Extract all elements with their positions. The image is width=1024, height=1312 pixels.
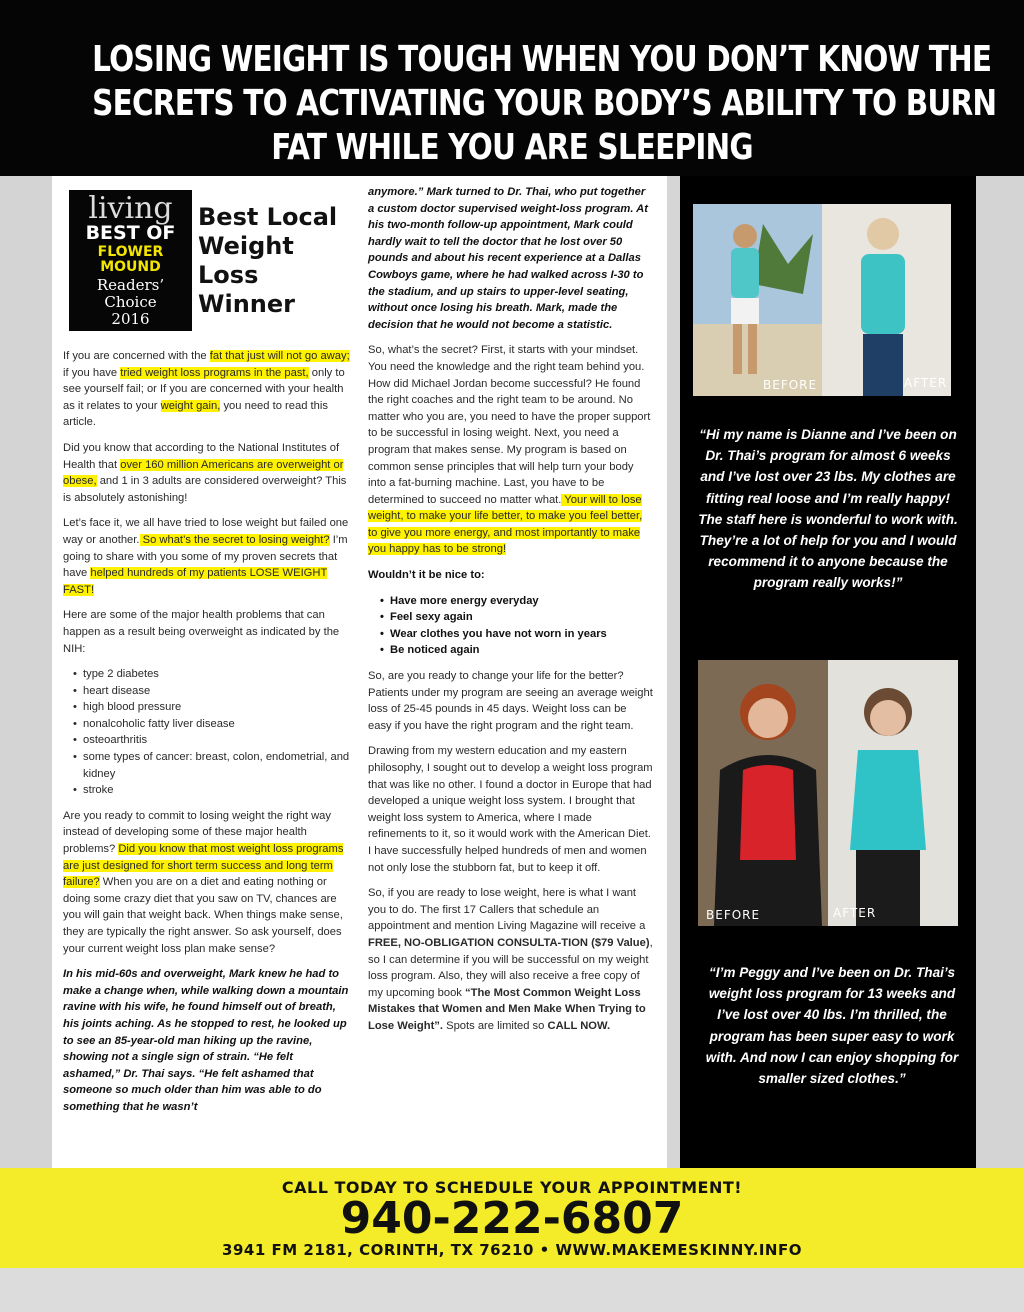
- mark-story-paragraph: In his mid-60s and overweight, Mark knew he had to make a change when, while walking down a mountain ravine with his wife, he found himself out of breath, his joints aching. As he stopped to rest, he looked up to see an 85-year-old man hiking up the ravine, showing not a single sign of strain. “He felt ashamed,” Dr. Thai says. “He felt ashamed that someone so much older than him was able to do something that he wasn’t: [63, 968, 349, 1113]
- phone-number[interactable]: 940-222-6807: [340, 1193, 684, 1244]
- highlight: tried weight loss programs in the past,: [120, 366, 309, 379]
- award-line-4: Winner: [198, 290, 295, 318]
- list-item: • Feel sexy again: [380, 609, 653, 626]
- headline-line-3: FAT WHILE YOU ARE SLEEPING: [271, 127, 753, 168]
- wishes-list: [368, 593, 653, 659]
- list-item: • heart disease: [73, 683, 353, 700]
- list-item: • Be noticed again: [380, 642, 653, 659]
- paragraph: Drawing from my western education and my eastern philosophy, I sought out to develop a weight loss program that was like no other. I found a doctor in Europe that had developed a unique weight loss system. I brought that weight loss system to America, where I made refinements to it, so it would work with the American Diet. I have successfully helped hundreds of men and women not only lose the stubborn fat, but to keep it off.: [368, 745, 653, 874]
- after-label: AFTER: [904, 376, 948, 390]
- before-label: BEFORE: [763, 378, 818, 392]
- paragraph: Let’s face it, we all have tried to lose weight but failed one way or another. So what’s the secret to losing weight? I’m going to share with you some of my proven secrets that have helped hundreds of my patients LOSE WEIGHT FAST!: [63, 517, 349, 596]
- list-item: • high blood pressure: [73, 699, 353, 716]
- list-item: • some types of cancer: breast, colon, endometrial, and kidney: [73, 749, 353, 782]
- award-line-1: Best Local: [198, 203, 338, 231]
- highlight: helped hundreds of my patients LOSE WEIGHT FAST!: [63, 567, 328, 596]
- photo-illustration: [693, 204, 951, 396]
- call-to-action-banner: [0, 1168, 1024, 1268]
- badge-living: living: [88, 191, 173, 226]
- highlight: fat that just will not go away;: [209, 350, 350, 362]
- bottom-margin: [0, 1268, 1024, 1312]
- list-item: • nonalcoholic fatty liver disease: [73, 716, 353, 733]
- paragraph: Did you know that according to the National Institutes of Health that over 160 million Americans are overweight or obese, and 1 in 3 adults are considered overweight? This is absolutely astonishing!: [63, 441, 347, 504]
- page-headline: [0, 0, 1024, 176]
- headline-line-1: LOSING WEIGHT IS TOUGH WHEN YOU DON’T KNOW THE: [92, 39, 992, 80]
- health-problems-list: [63, 666, 353, 799]
- badge-best-of: BEST OF: [85, 222, 176, 244]
- award-line-3: Loss: [198, 261, 259, 289]
- paragraph: So, if you are ready to lose weight, here is what I want you to do. The first 17 Callers that schedule an appointment and mention Living Magazine will receive a FREE, NO-OBLIGATION CONSULTA-TION ($79 Value), so I can determine if you will be successful on my weight loss program. Also, they will also receive a free copy of my upcoming book “The Most Common Weight Loss Mistakes that Women and Men Make When Trying to Lose Weight”. Spots are limited so CALL NOW.: [368, 887, 653, 1032]
- best-of-badge-logo: [69, 190, 192, 331]
- left-margin: [0, 176, 52, 1168]
- article-column-2: [368, 184, 653, 1044]
- badge-readers-choice: Readers’ Choice: [96, 276, 165, 311]
- article-column-1: [63, 348, 353, 1125]
- highlight: Your will to lose weight, to make your life better, to make you feel better, to give you more energy, and most importantly to make you happy has to be strong!: [368, 493, 643, 556]
- highlight: weight gain,: [160, 399, 221, 412]
- after-label: AFTER: [833, 906, 877, 920]
- highlight: So what’s the secret to losing weight?: [139, 533, 330, 546]
- right-margin: [976, 176, 1024, 1168]
- highlight: Did you know that most weight loss programs are just designed for short term success and long term failure?: [63, 843, 344, 889]
- paragraph: Are you ready to commit to losing weight the right way instead of developing some of these major health problems? Did you know that most weight loss programs are just designed for short term success and long term failure? When you are on a diet and eating nothing or doing some crazy diet that you saw on TV, chances are you will gain that weight back. When things make sense, they are typically the right answer. So ask yourself, does your current weight loss plan make sense?: [63, 809, 344, 955]
- badge-flower: FLOWER: [97, 244, 164, 260]
- headline-line-2: SECRETS TO ACTIVATING YOUR BODY’S ABILITY TO BURN: [92, 83, 997, 124]
- list-item: • osteoarthritis: [73, 732, 353, 749]
- mark-story-continued: anymore.” Mark turned to Dr. Thai, who put together a custom doctor supervised weight-loss program. At his two-month follow-up appointment, Mark could hardly wait to tell the doctor that he lost over 50 pounds and about his recent experience at a Dallas Cowboys game, where he had walked across I-30 to the stadium, and up stairs to upper-level seating, without once losing his breath. Mark, made the decision that he would not become a statistic.: [368, 186, 648, 331]
- cta-text: CALL TODAY TO SCHEDULE YOUR APPOINTMENT!: [281, 1178, 743, 1197]
- before-label: BEFORE: [706, 908, 761, 922]
- nice-heading: Wouldn’t it be nice to:: [368, 569, 485, 582]
- paragraph: Here are some of the major health problems that can happen as a result being overweight as indicated by the NIH:: [63, 609, 340, 655]
- address-and-website: 3941 FM 2181, CORINTH, TX 76210 • WWW.MAKEMESKINNY.INFO: [222, 1241, 802, 1259]
- before-after-photo-peggy: [698, 660, 958, 926]
- list-item: • stroke: [73, 782, 353, 799]
- testimonial-dianne: “Hi my name is Dianne and I’ve been on Dr. Thai’s program for almost 6 weeks and I’ve lost over 23 lbs. My clothes are fitting real loose and I’m really happy! The staff here is wonderful to work with. They’re a lot of help for you and I would recommend it to anyone because the program really works!”: [698, 427, 958, 591]
- list-item: • Have more energy everyday: [380, 593, 653, 610]
- testimonial-peggy: “I’m Peggy and I’ve been on Dr. Thai’s weight loss program for 13 weeks and I’ve lost over 40 lbs. I’m thrilled, the program has been super easy to work with. And now I can enjoy shopping for smaller sized clothes.”: [705, 965, 959, 1087]
- paragraph: If you are concerned with the fat that just will not go away; if you have tried weight loss programs in the past, only to see yourself fail; or If you are concerned with your health as it relates to your weight gain, you need to read this article.: [63, 350, 350, 429]
- photo-illustration: [698, 660, 958, 926]
- list-item: • type 2 diabetes: [73, 666, 353, 683]
- paragraph: So, are you ready to change your life for the better? Patients under my program are seeing an average weight loss of 25-45 pounds in 45 days. Weight loss can be easy if you have the right program and the right team.: [368, 670, 653, 732]
- highlight: over 160 million Americans are overweight or obese,: [63, 458, 344, 488]
- before-after-photo-dianne: [693, 204, 951, 396]
- badge-mound: MOUND: [100, 259, 161, 275]
- award-line-2: Weight: [198, 232, 294, 260]
- award-title: [198, 203, 348, 319]
- list-item: • Wear clothes you have not worn in years: [380, 626, 653, 643]
- paragraph: So, what’s the secret? First, it starts with your mindset. You need the knowledge and the right team behind you. How did Michael Jordan become successful? He found the right coaches and the right team to be around. No matter who you are, you need to have the proper support to be successful in losing weight. Next, you need a program that makes sense. My program is based on common sense principles that will help turn your body into a fat-burning machine. Last, you have to be determined to succeed no matter what. Your will to lose weight, to make your life better, to make you feel better, to give you more energy, and most importantly to make you happy has to be strong!: [368, 344, 651, 556]
- badge-year: 2016: [111, 310, 150, 328]
